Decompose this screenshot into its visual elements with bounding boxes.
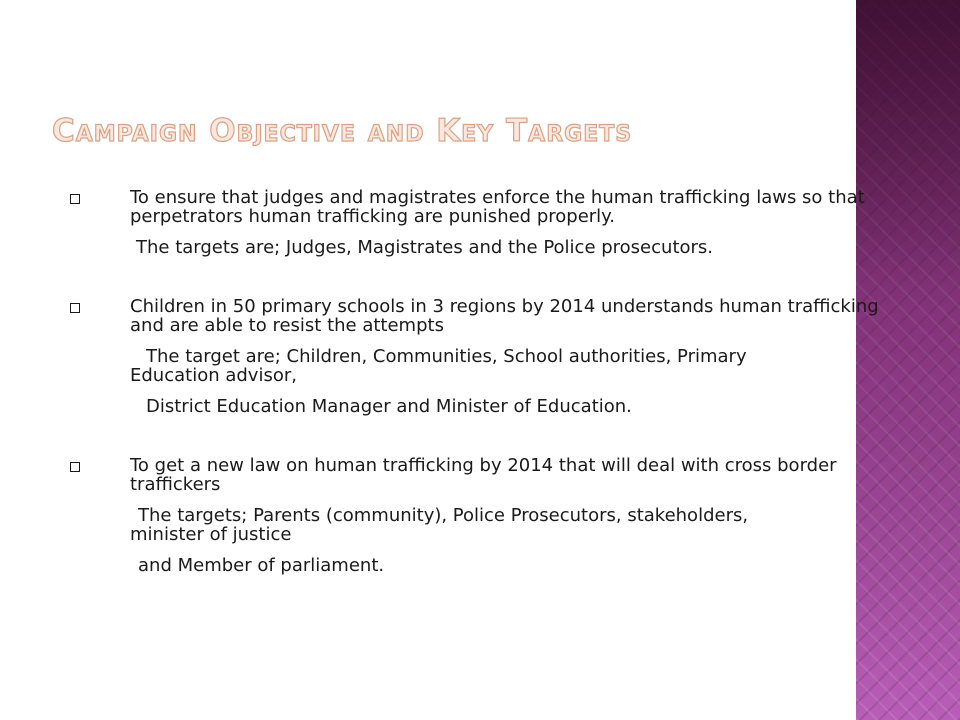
targets-text: The targets are; Judges, Magistrates and the Police prosecutors. xyxy=(136,237,714,258)
objective-text: Children in 50 primary schools in 3 regions by 2014 understands human trafficking and are able to resist the attempts xyxy=(130,296,879,336)
slide-content xyxy=(70,188,890,575)
objective-text: To ensure that judges and magistrates enforce the human trafficking laws so that perpetrators human trafficking are punished properly. xyxy=(130,187,865,227)
targets-line: The targets; Parents (community), Police Prosecutors, stakeholders, xyxy=(138,505,749,526)
objective-item xyxy=(70,456,890,575)
objective-item xyxy=(70,188,890,257)
objective-text: To get a new law on human trafficking by 2014 that will deal with cross border traffickers xyxy=(130,455,837,495)
square-bullet-icon xyxy=(70,462,80,472)
targets-text: and Member of parliament. xyxy=(138,555,385,576)
targets-text: District Education Manager and Minister of Education. xyxy=(146,396,632,417)
slide-title: Campaign Objective and Key Targets xyxy=(52,113,633,149)
targets-text xyxy=(130,506,890,544)
square-bullet-icon xyxy=(70,194,80,204)
square-bullet-icon xyxy=(70,303,80,313)
targets-line: The target are; Children, Communities, School authorities, Primary xyxy=(146,346,747,367)
objective-item xyxy=(70,297,890,416)
targets-line: minister of justice xyxy=(130,524,292,545)
targets-text xyxy=(130,347,890,385)
targets-line: Education advisor, xyxy=(130,365,297,386)
